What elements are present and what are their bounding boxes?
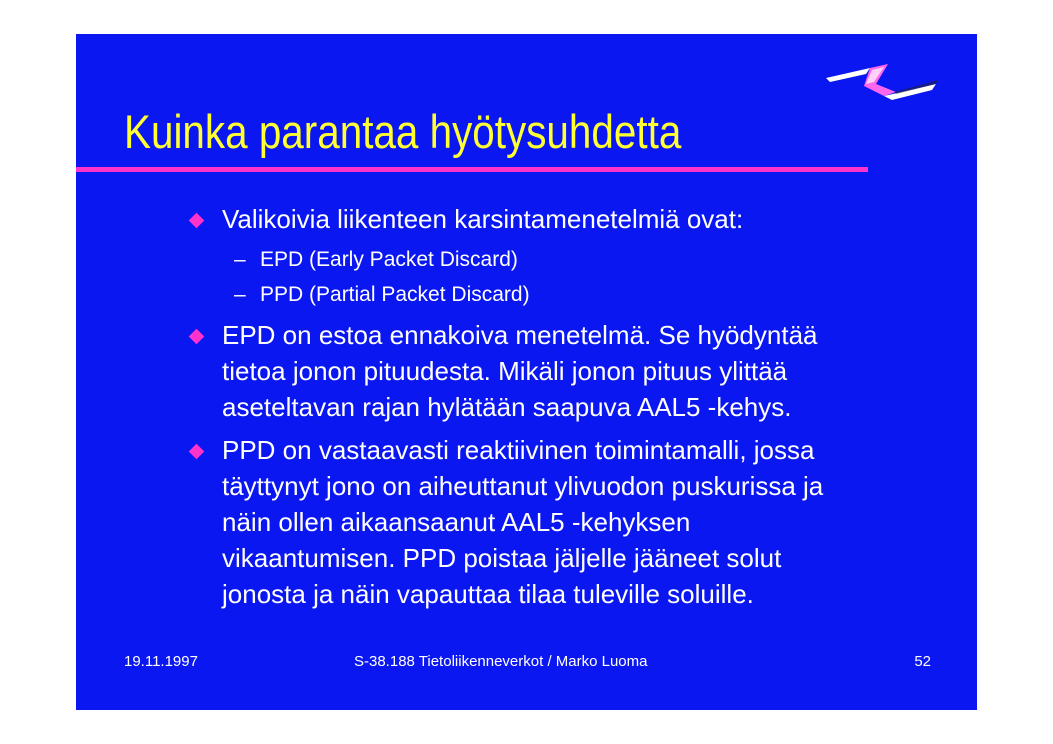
bullet-2-line-3: aseteltavan rajan hylätään saapuva AAL5 -kehys.: [222, 392, 792, 422]
bullet-3-line-5: jonosta ja näin vapauttaa tilaa tuleville soluille.: [222, 579, 754, 609]
bullet-1-line-1: Valikoivia liikenteen karsintamenetelmiä ovat:: [222, 204, 744, 234]
bullet-3-line-2: täyttynyt jono on aiheuttanut ylivuodon puskurissa ja: [222, 471, 824, 501]
diamond-bullet-icon: [189, 444, 205, 460]
sub-item-dash: –: [234, 283, 246, 306]
bullet-3-line-1: PPD on vastaavasti reaktiivinen toimintamalli, jossa: [222, 435, 815, 465]
title-underline: [76, 167, 868, 172]
bullet-2-line-1: EPD on estoa ennakoiva menetelmä. Se hyödyntää: [222, 320, 818, 350]
zigzag-lightning-logo-icon: [826, 62, 941, 112]
sub-item-2-text: PPD (Partial Packet Discard): [260, 283, 530, 306]
slide: [76, 34, 977, 710]
footer-course: S-38.188 Tietoliikenneverkot / Marko Luoma: [354, 653, 648, 670]
footer-page-number: 52: [914, 653, 931, 670]
bullet-3-line-4: vikaantumisen. PPD poistaa jäljelle jääneet solut: [222, 543, 782, 573]
bullet-2-line-2: tietoa jonon pituudesta. Mikäli jonon pituus ylittää: [222, 356, 788, 386]
sub-item-dash: –: [234, 248, 246, 271]
diamond-bullet-icon: [189, 329, 205, 345]
footer-date: 19.11.1997: [124, 653, 198, 670]
diamond-bullet-icon: [189, 213, 205, 229]
sub-item-1: [234, 245, 518, 275]
slide-title: Kuinka parantaa hyötysuhdetta: [124, 105, 682, 158]
bullet-3-line-3: näin ollen aikaansaanut AAL5 -kehyksen: [222, 507, 691, 537]
sub-item-2: [234, 280, 530, 310]
sub-item-1-text: EPD (Early Packet Discard): [260, 248, 518, 271]
